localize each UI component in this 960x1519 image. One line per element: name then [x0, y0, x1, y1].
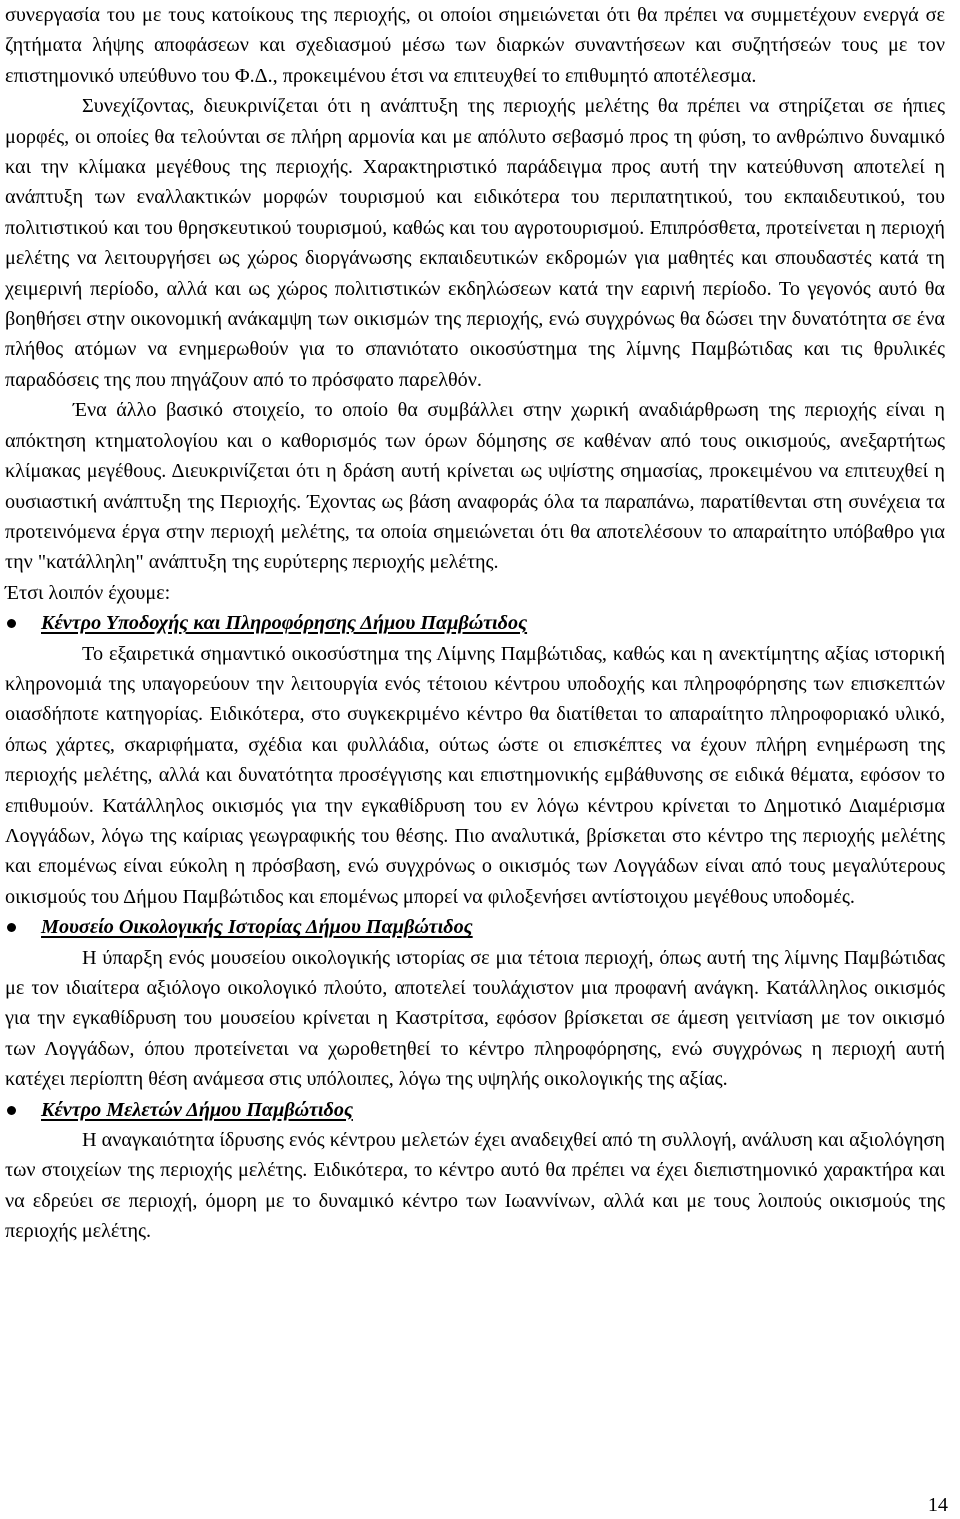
- bullet-icon: [7, 923, 16, 932]
- page-number: 14: [927, 1494, 948, 1516]
- section-body-study-center: Η αναγκαιότητα ίδρυσης ενός κέντρου μελετών έχει αναδειχθεί από τη συλλογή, ανάλυση και αξιολόγηση των στοιχείων της περιοχής μελέτης. Ειδικότερα, το κέντρο αυτό θα πρέπει να έχει διεπιστημονικό χαρακτήρα και να εδρεύει σε περιοχή, όμορη με το δυναμικό κέντρο των Ιωαννίνων, αλλά και με τους λοιπούς οικισμούς της περιοχής μελέτης.: [5, 1129, 945, 1243]
- section-heading-study-center: [5, 1095, 945, 1125]
- paragraph-cadastre: Ένα άλλο βασικό στοιχείο, το οποίο θα συμβάλλει στην χωρική αναδιάρθρωση της περιοχής είναι η απόκτηση κτηματολογίου και ο καθορισμός των όρων δόμησης σε καθέναν από τους οικισμούς, ανεξαρτήτως κλίμακας μεγέθους. Διευκρινίζεται ότι η δράση αυτή κρίνεται ως υψίστης σημασίας, προκειμένου να επιτευχθεί η ουσιαστική ανάπτυξη της Περιοχής. Έχοντας ως βάση αναφοράς όλα τα παραπάνω, παρατίθενται στη συνέχεια τα προτεινόμενα έργα στην περιοχή μελέτης, τα οποία σημειώνεται ότι θα αποτελέσουν το απαραίτητο υπόβαθρο για την "κατάλληλη" ανάπτυξη της ευρύτερης περιοχής μελέτης.: [5, 399, 945, 574]
- section-heading-museum: [5, 912, 945, 942]
- section-heading-reception-center: [5, 608, 945, 638]
- section-heading-text: Κέντρο Μελετών Δήμου Παμβώτιδος: [41, 1098, 353, 1121]
- section-heading-text: Κέντρο Υποδοχής και Πληροφόρησης Δήμου Παμβώτιδος: [41, 612, 528, 635]
- bullet-icon: [7, 619, 16, 628]
- paragraph-continuation: συνεργασία του με τους κατοίκους της περιοχής, οι οποίοι σημειώνεται ότι θα πρέπει να συμμετέχουν ενεργά σε ζητήματα λήψης αποφάσεων και σχεδιασμού μέσω των διαρκών συναντήσεων και συζητήσεών τους με τον επιστημονικό υπεύθυνο του Φ.Δ., προκειμένου έτσι να επιτευχθεί το επιθυμητό αποτέλεσμα.: [5, 4, 945, 87]
- bullet-icon: [7, 1106, 16, 1115]
- paragraph-development: Συνεχίζοντας, διευκρινίζεται ότι η ανάπτυξη της περιοχής μελέτης θα πρέπει να στηρίζεται σε ήπιες μορφές, οι οποίες θα τελούνται σε πλήρη αρμονία και με απόλυτο σεβασμό προς τη φύση, το ανθρώπινο δυναμικό και την κλίμακα μεγέθους της περιοχής. Χαρακτηριστικό παράδειγμα προς αυτή την κατεύθυνση αποτελεί η ανάπτυξη των εναλλακτικών μορφών τουρισμού και ειδικότερα του περιπατητικού, του εκπαιδευτικού, του πολιτιστικού και του θρησκευτικού τουρισμού, καθώς και του αγροτουρισμού. Επιπρόσθετα, προτείνεται η περιοχή μελέτης να λειτουργήσει ως χώρος διοργάνωσης εκπαιδευτικών εκδρομών για μαθητές και σπουδαστές κατά τη χειμερινή περίοδο, αλλά και ως χώρος πολιτιστικών εκδηλώσεων κατά την εαρινή περίοδο. Το γεγονός αυτό θα βοηθήσει στην οικονομική ανάκαμψη των οικισμών της περιοχής, ενώ συγχρόνως θα δώσει την δυνατότητα σε ένα πλήθος ατόμων να ενημερωθούν για το σπανιότατο οικοσύστημα της λίμνης Παμβώτιδας και τις θρυλικές παραδόσεις της που πηγάζουν από το πρόσφατο παρελθόν.: [5, 95, 945, 391]
- section-body-reception-center: Το εξαιρετικά σημαντικό οικοσύστημα της Λίμνης Παμβώτιδας, καθώς και η ανεκτίμητης αξίας ιστορική κληρονομιά της υπαγορεύουν την λειτουργία ενός τέτοιου κέντρου υποδοχής και πληροφόρησης των επισκεπτών οιασδήποτε κατηγορίας. Ειδικότερα, στο συγκεκριμένο κέντρο θα διατίθεται το απαραίτητο πληροφοριακό υλικό, όπως χάρτες, σκαριφήματα, σχέδια και φυλλάδια, ούτως ώστε οι επισκέπτες να έχουν πλήρη ενημέρωση της περιοχής μελέτης, αλλά και δυνατότητα προσέγγισης και επιστημονικής εμβάθυνσης σε ειδικά θέματα, εφόσον το επιθυμούν. Κατάλληλος οικισμός για την εγκαθίδρυση του εν λόγω κέντρου κρίνεται το Δημοτικό Διαμέρισμα Λογγάδων, λόγω της καίριας γεωγραφικής του θέσης. Πιο αναλυτικά, βρίσκεται στο κέντρο της περιοχής μελέτης και επομένως είναι εύκολη η πρόσβαση, ενώ συγχρόνως ο οικισμός των Λογγάδων είναι από τους μεγαλύτερους οικισμούς του Δήμου Παμβώτιδος και επομένως μπορεί να φιλοξενήσει αντίστοιχου μεγέθους υποδομές.: [5, 642, 945, 908]
- section-body-museum: Η ύπαρξη ενός μουσείου οικολογικής ιστορίας σε μια τέτοια περιοχή, όπως αυτή της λίμνης Παμβώτιδας με τον ιδιαίτερα αξιόλογο οικολογικό πλούτο, αποτελεί τουλάχιστον μια προφανή ανάγκη. Κατάλληλος οικισμός για την εγκαθίδρυση του μουσείου κρίνεται η Καστρίτσα, εφόσον βρίσκεται σε άμεση γειτνίαση με τον οικισμό των Λογγάδων, όπου προτείνεται να χωροθετηθεί το κέντρο πληροφόρησης, ενώ συγχρόνως η περιοχή αυτή κατέχει περίοπτη θέση ανάμεσα στις υπόλοιπες, λόγω της υψηλής οικολογικής της αξίας.: [5, 946, 945, 1091]
- paragraph-intro-list: Έτσι λοιπόν έχουμε:: [5, 581, 171, 604]
- section-heading-text: Μουσείο Οικολογικής Ιστορίας Δήμου Παμβώτιδος: [41, 916, 473, 939]
- document-page: [5, 0, 945, 1247]
